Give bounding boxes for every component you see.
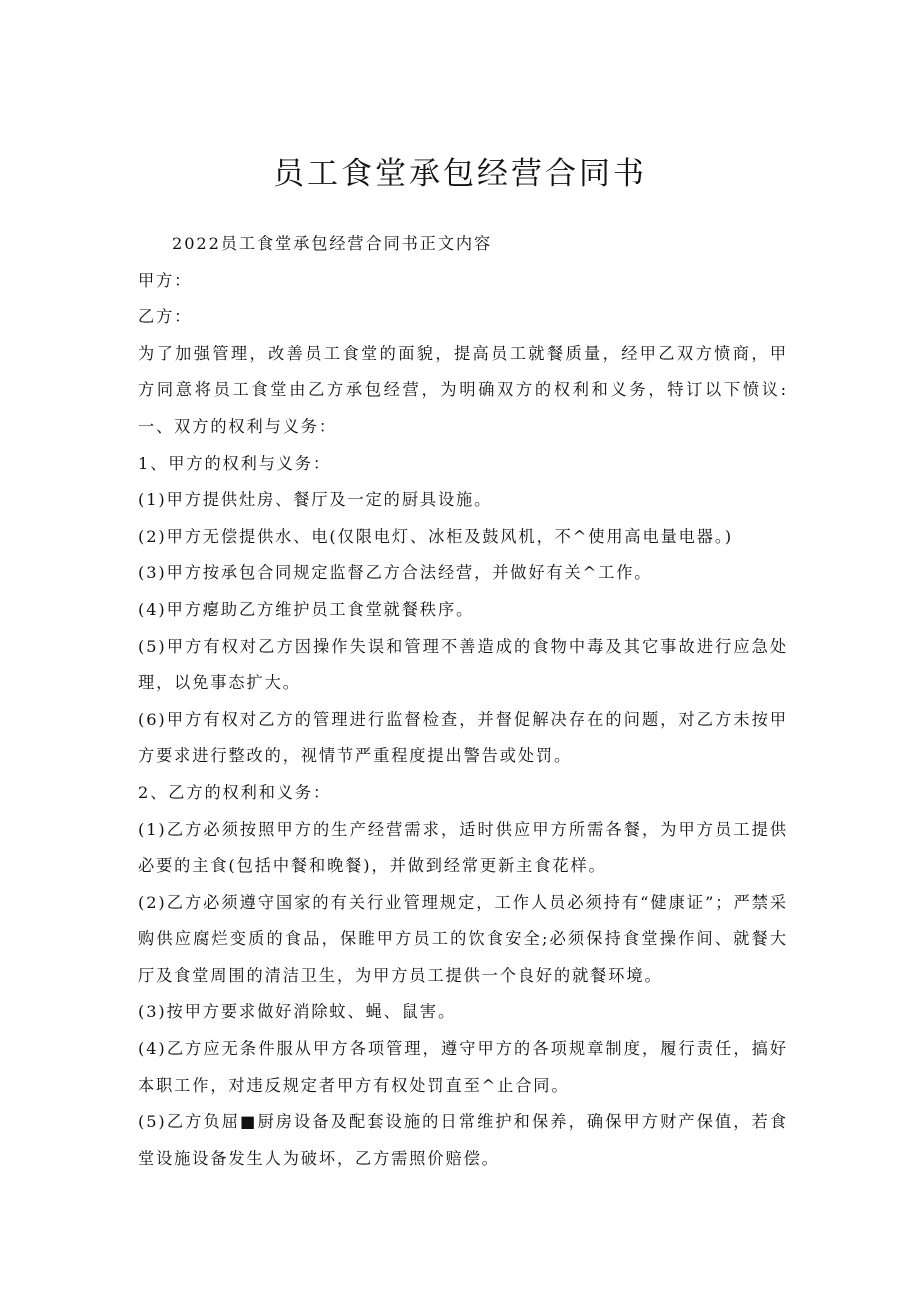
section-heading-party-b: 2、乙方的权利和义务：: [138, 782, 332, 802]
clause-b-2: (2)乙方必须遵守国家的有关行业管理规定，工作人员必须持有“健康证”；严禁采购供应腐烂变质的食品，保睢甲方员工的饮食安全;必须保持食堂操作间、就餐大厅及食堂周围的清洁卫生，为甲方员工提供一个良好的就餐环境。: [138, 892, 788, 985]
party-b-line: 乙方：: [138, 307, 193, 327]
clause-a-2: (2)甲方无偿提供水、电(仅限电灯、冰柜及鼓风机，不^使用高电量电器。): [138, 526, 734, 546]
subtitle-line: 2022员工食堂承包经营合同书正文内容: [172, 234, 493, 253]
clause-b-1: (1)乙方必须按照甲方的生产经营需求，适时供应甲方所需各餐，为甲方员工提供必要的主食(包括中餐和晚餐)，并做到经常更新主食花样。: [138, 819, 788, 876]
clause-b-4: (4)乙方应无条件服从甲方各项管理，遵守甲方的各项规章制度，履行责任，搞好本职工作，对违反规定者甲方有权处罚直至^止合同。: [138, 1039, 788, 1095]
preamble-paragraph: 为了加强管理，改善员工食堂的面貌，提高员工就餐质量，经甲乙双方愤商，甲方同意将员工食堂由乙方承包经营，为明确双方的权利和义务，特订以下愤议:一、双方的权利与义务：: [138, 343, 788, 436]
document-body: [138, 226, 788, 1177]
clause-a-4: (4)甲方瘪助乙方维护员工食堂就餐秩序。: [138, 599, 475, 619]
clause-b-5: (5)乙方负屈■厨房设备及配套设施的日常维护和保养，确保甲方财产保值，若食堂设施设备发生人为破坏，乙方需照价赔偿。: [138, 1112, 788, 1168]
clause-a-3: (3)甲方按承包合同规定监督乙方合法经营，并做好有关^工作。: [138, 563, 653, 583]
clause-a-5: (5)甲方有权对乙方因操作失误和管理不善造成的食物中毒及其它事故进行应急处理，以免事态扩大。: [138, 636, 788, 693]
clause-a-6: (6)甲方有权对乙方的管理进行监督检查，并督促解决存在的问题，对乙方未按甲方要求进行整改的，视情节严重程度提出警告或处罚。: [138, 709, 788, 766]
clause-b-3: (3)按甲方要求做好消除蚊、蝇、鼠害。: [138, 1002, 457, 1022]
section-heading-party-a: 1、甲方的权利与义务：: [138, 453, 332, 473]
document-title: 员工食堂承包经营合同书: [273, 156, 647, 192]
clause-a-1: (1)甲方提供灶房、餐厅及一定的厨具设施。: [138, 490, 493, 510]
party-a-line: 甲方：: [138, 270, 193, 290]
